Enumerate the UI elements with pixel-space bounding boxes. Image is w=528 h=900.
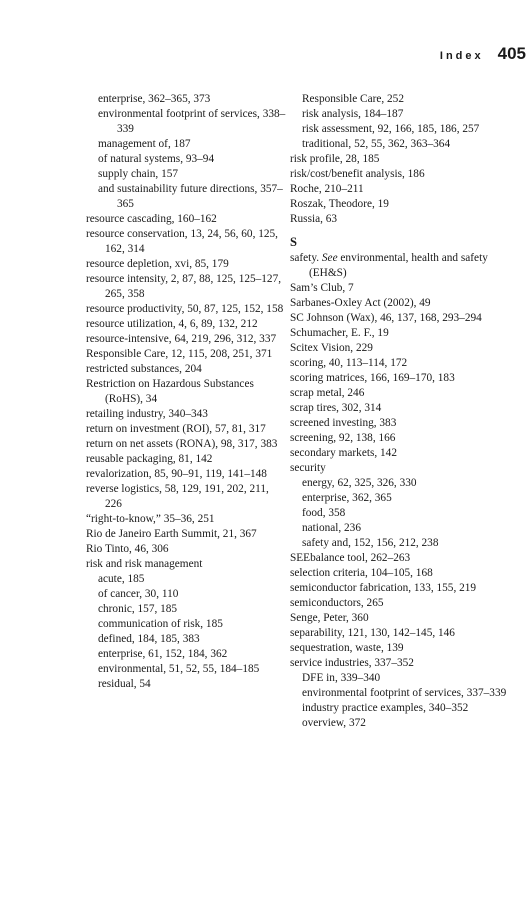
entry-term: safety. <box>290 252 320 264</box>
index-entry: Senge, Peter, 360 <box>290 612 369 624</box>
index-entry: return on investment (ROI), 57, 81, 317 <box>86 423 266 435</box>
index-subentry: overview, 372 <box>302 717 366 729</box>
index-subentry: safety and, 152, 156, 212, 238 <box>302 537 439 549</box>
index-entry: secondary markets, 142 <box>290 447 397 459</box>
index-entry: scrap tires, 302, 314 <box>290 402 382 414</box>
index-subentry: traditional, 52, 55, 362, 363–364 <box>302 138 451 150</box>
index-entry: scrap metal, 246 <box>290 387 365 399</box>
index-subentry: of cancer, 30, 110 <box>98 588 179 600</box>
index-subentry: enterprise, 61, 152, 184, 362 <box>98 648 228 660</box>
index-subentry: Responsible Care, 252 <box>302 93 404 105</box>
index-subentry: of natural systems, 93–94 <box>98 153 215 165</box>
index-entry: Restriction on Hazardous Substances (RoHS), 34 <box>86 378 254 405</box>
index-entry: Roszak, Theodore, 19 <box>290 198 389 210</box>
index-column-right <box>290 92 510 731</box>
index-subentry: national, 236 <box>302 522 361 534</box>
index-subentry: residual, 54 <box>98 678 151 690</box>
index-entry: risk profile, 28, 185 <box>290 153 380 165</box>
running-header-title: Index <box>439 50 484 62</box>
index-entry: sequestration, waste, 139 <box>290 642 404 654</box>
section-letter: S <box>290 235 297 249</box>
index-entry: service industries, 337–352 <box>290 657 414 669</box>
index-entry: “right-to-know,” 35–36, 251 <box>86 513 215 525</box>
index-entry: SEEbalance tool, 262–263 <box>290 552 411 564</box>
index-entry: Schumacher, E. F., 19 <box>290 327 389 339</box>
index-subentry: risk analysis, 184–187 <box>302 108 404 120</box>
index-entry: Scitex Vision, 229 <box>290 342 373 354</box>
index-entry: resource conservation, 13, 24, 56, 60, 125, 162, 314 <box>86 228 279 255</box>
index-subentry: risk assessment, 92, 166, 185, 186, 257 <box>302 123 480 135</box>
index-subentry: energy, 62, 325, 326, 330 <box>302 477 417 489</box>
index-subentry: defined, 184, 185, 383 <box>98 633 200 645</box>
index-entry: selection criteria, 104–105, 168 <box>290 567 433 579</box>
index-entry <box>290 251 510 281</box>
index-subentry: environmental, 51, 52, 55, 184–185 <box>98 663 260 675</box>
index-subentry: acute, 185 <box>98 573 145 585</box>
index-entry: revalorization, 85, 90–91, 119, 141–148 <box>86 468 267 480</box>
index-subentry: industry practice examples, 340–352 <box>302 702 469 714</box>
index-entry: retailing industry, 340–343 <box>86 408 208 420</box>
index-subentry: environmental footprint of services, 337–339 <box>302 687 507 699</box>
index-entry: Responsible Care, 12, 115, 208, 251, 371 <box>86 348 273 360</box>
index-entry: resource-intensive, 64, 219, 296, 312, 337 <box>86 333 277 345</box>
index-subentry: DFE in, 339–340 <box>302 672 381 684</box>
index-subentry: communication of risk, 185 <box>98 618 223 630</box>
index-entry: Roche, 210–211 <box>290 183 364 195</box>
index-entry: security <box>290 462 326 474</box>
index-entry: Rio Tinto, 46, 306 <box>86 543 169 555</box>
index-entry: Rio de Janeiro Earth Summit, 21, 367 <box>86 528 257 540</box>
index-entry: screening, 92, 138, 166 <box>290 432 396 444</box>
index-entry: resource cascading, 160–162 <box>86 213 217 225</box>
index-entry: Sam’s Club, 7 <box>290 282 354 294</box>
index-entry: screened investing, 383 <box>290 417 397 429</box>
index-entry: risk and risk management <box>86 558 203 570</box>
index-subentry: management of, 187 <box>98 138 191 150</box>
index-entry: resource intensity, 2, 87, 88, 125, 125–127, 265, 358 <box>86 273 282 300</box>
index-subentry: enterprise, 362, 365 <box>302 492 392 504</box>
index-entry: separability, 121, 130, 142–145, 146 <box>290 627 455 639</box>
index-column-left <box>86 92 286 692</box>
index-entry: reverse logistics, 58, 129, 191, 202, 211, 226 <box>86 483 269 510</box>
index-subentry: chronic, 157, 185 <box>98 603 178 615</box>
index-entry: Russia, 63 <box>290 213 338 225</box>
page-number: 405 <box>497 44 526 63</box>
index-entry: return on net assets (RONA), 98, 317, 383 <box>86 438 278 450</box>
running-header <box>440 44 526 64</box>
index-entry: resource depletion, xvi, 85, 179 <box>86 258 229 270</box>
index-entry: resource utilization, 4, 6, 89, 132, 212 <box>86 318 258 330</box>
index-entry: reusable packaging, 81, 142 <box>86 453 213 465</box>
index-entry: restricted substances, 204 <box>86 363 202 375</box>
index-entry: risk/cost/benefit analysis, 186 <box>290 168 425 180</box>
index-subentry: and sustainability future directions, 357–365 <box>98 183 283 210</box>
index-entry: Sarbanes-Oxley Act (2002), 49 <box>290 297 431 309</box>
index-entry: scoring, 40, 113–114, 172 <box>290 357 408 369</box>
cross-reference-target: environmental, health and safety (EH&S) <box>309 252 488 279</box>
index-entry: semiconductor fabrication, 133, 155, 219 <box>290 582 477 594</box>
index-subentry: environmental footprint of services, 338–339 <box>98 108 286 135</box>
see-reference: See <box>321 252 338 264</box>
index-entry: semiconductors, 265 <box>290 597 384 609</box>
index-entry: resource productivity, 50, 87, 125, 152, 158 <box>86 303 284 315</box>
index-entry: SC Johnson (Wax), 46, 137, 168, 293–294 <box>290 312 482 324</box>
index-subentry: food, 358 <box>302 507 346 519</box>
index-subentry: supply chain, 157 <box>98 168 179 180</box>
index-entry: scoring matrices, 166, 169–170, 183 <box>290 372 455 384</box>
index-subentry: enterprise, 362–365, 373 <box>98 93 211 105</box>
